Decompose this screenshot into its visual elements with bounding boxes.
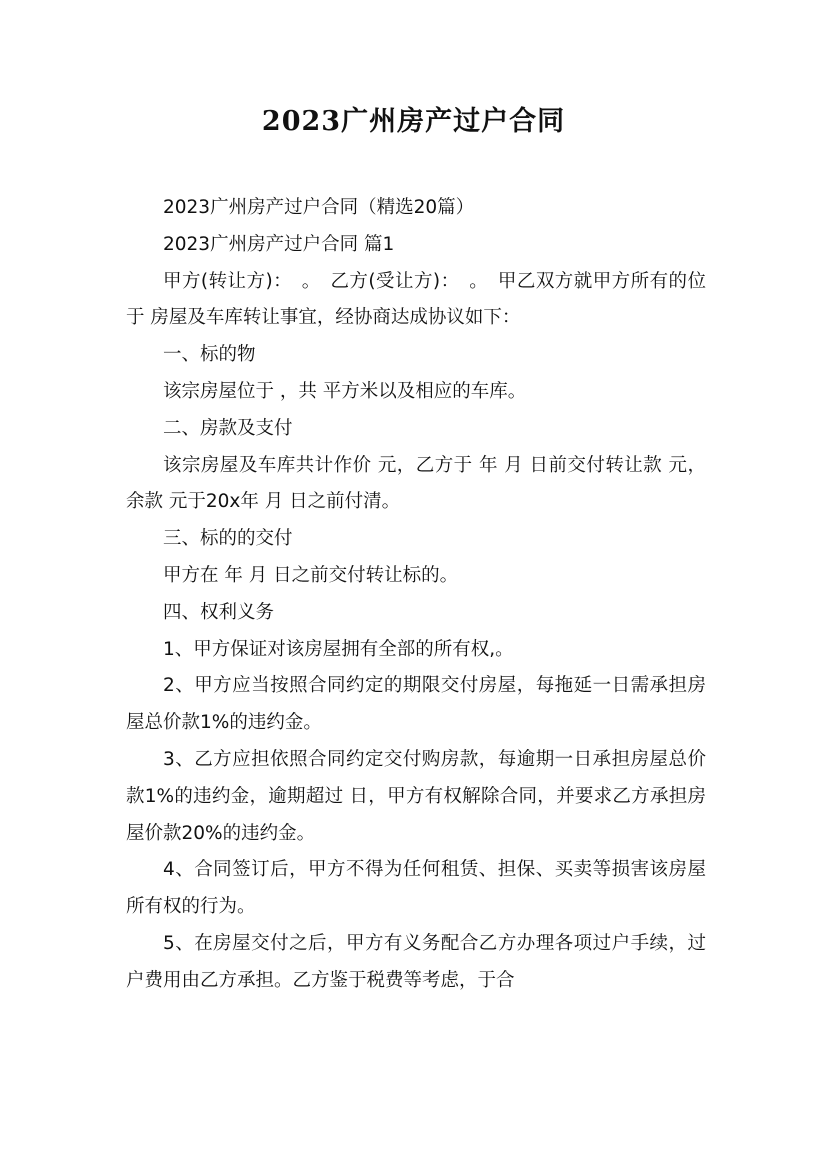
clause-2: 2、甲方应当按照合同约定的期限交付房屋，每拖延一日需承担房屋总价款1%的违约金。: [126, 675, 706, 734]
section-heading-payment: 二、房款及支付: [163, 417, 293, 439]
document-title: 2023广州房产过户合同: [261, 106, 566, 137]
section-heading-rights: 四、权利义务: [163, 601, 275, 623]
paragraph-subject: 该宗房屋位于 ，共 平方米以及相应的车库。: [163, 380, 527, 402]
section-heading-subject: 一、标的物: [163, 344, 256, 366]
section-heading-delivery: 三、标的的交付: [163, 528, 293, 550]
clause-1: 1、甲方保证对该房屋拥有全部的所有权,。: [163, 638, 514, 660]
clause-3: 3、乙方应担依照合同约定交付购房款，每逾期一日承担房屋总价款1%的违约金，逾期超过 日，甲方有权解除合同，并要求乙方承担房屋价款20%的违约金。: [126, 748, 706, 844]
paragraph-article-heading: 2023广州房产过户合同 篇1: [163, 233, 395, 255]
paragraph-delivery: 甲方在 年 月 日之前交付转让标的。: [163, 564, 459, 586]
clause-4: 4、合同签订后，甲方不得为任何租赁、担保、买卖等损害该房屋所有权的行为。: [126, 859, 706, 918]
paragraph-payment: 该宗房屋及车库共计作价 元，乙方于 年 月 日前交付转让款 元，余款 元于20x年 月 日之前付清。: [126, 454, 706, 513]
paragraph-subtitle: 2023广州房产过户合同（精选20篇）: [163, 197, 475, 218]
clause-5: 5、在房屋交付之后，甲方有义务配合乙方办理各项过户手续，过户费用由乙方承担。乙方鉴于税费等考虑，于合: [126, 932, 706, 991]
paragraph-parties: 甲方(转让方)： 。 乙方(受让方)： 。 甲乙双方就甲方所有的位于 房屋及车库转让事宜，经协商达成协议如下：: [126, 270, 706, 329]
document-body: [126, 190, 706, 1000]
